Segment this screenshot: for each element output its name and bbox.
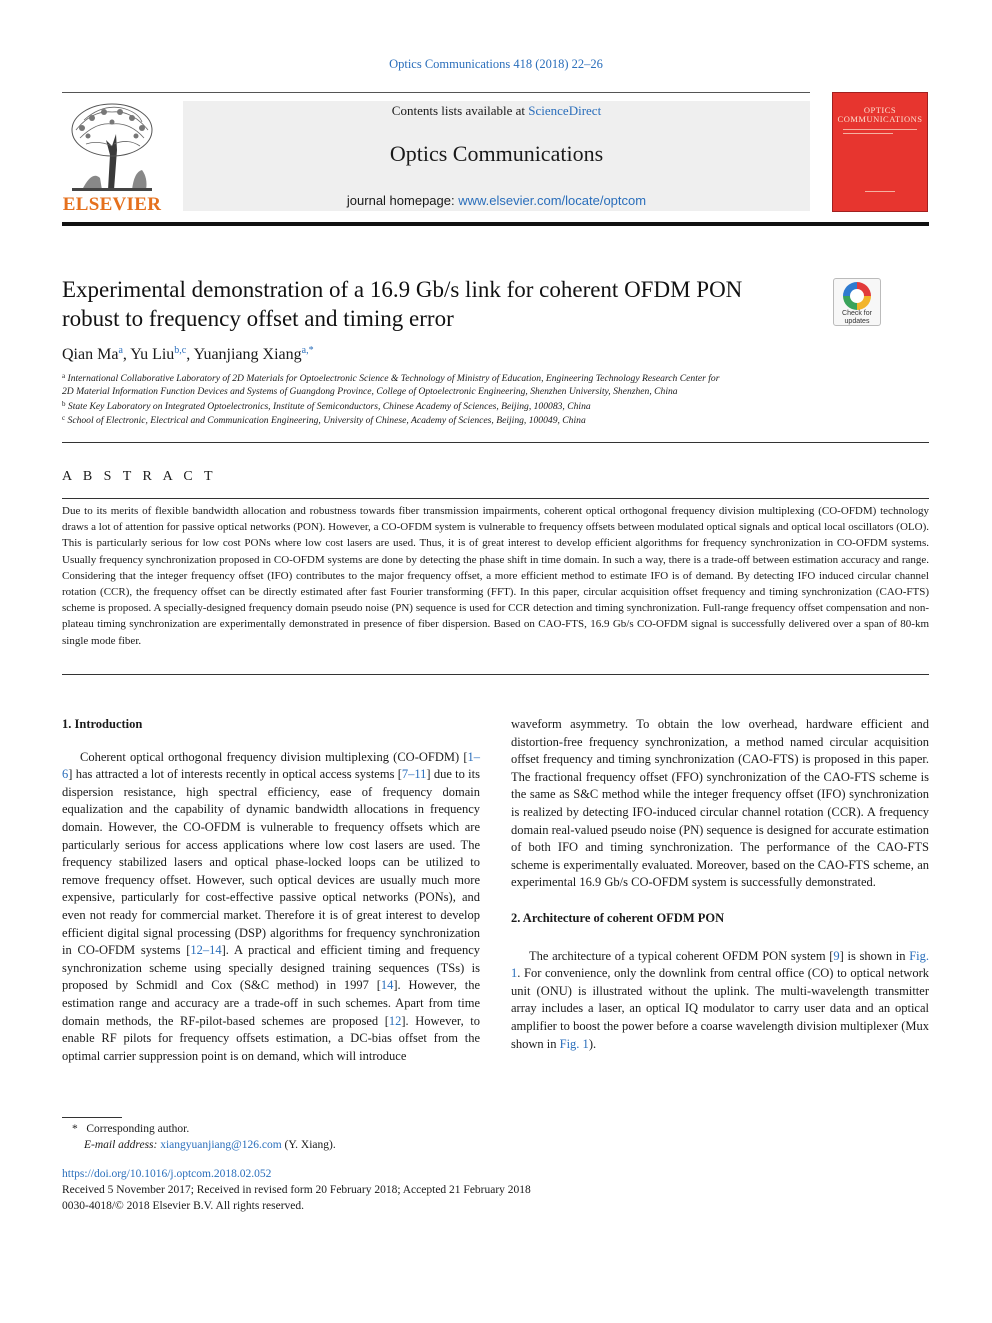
cover-title bbox=[833, 106, 927, 124]
affiliation: $^c$ School of Electronic, Electrical and Communication Engineering, University of Chinese, Academy of Sciences, Beijing, 100049, China bbox=[62, 414, 586, 426]
abstract-bottom-rule bbox=[62, 674, 929, 675]
received-dates: Received 5 November 2017; Received in revised form 20 February 2018; Accepted 21 February 2018 bbox=[62, 1184, 531, 1196]
cover-rule bbox=[865, 191, 895, 192]
journal-cover-thumbnail[interactable] bbox=[832, 92, 928, 212]
body-column-right bbox=[511, 716, 929, 1053]
article-title: Experimental demonstration of a 16.9 Gb/s link for coherent OFDM PON robust to frequency offset and timing error bbox=[62, 277, 743, 331]
abstract-heading: A B S T R A C T bbox=[62, 469, 217, 484]
section-heading-architecture: 2. Architecture of coherent OFDM PON bbox=[511, 910, 725, 925]
reference-link[interactable]: 14 bbox=[380, 978, 394, 993]
homepage-line bbox=[183, 193, 810, 208]
author-name[interactable]: Yuanjiang Xiang bbox=[193, 346, 302, 363]
cover-title-line-2: COMMUNICATIONS bbox=[837, 114, 923, 124]
reference-link[interactable]: 9 bbox=[833, 948, 840, 963]
author-list: Qian Ma$^a$, Yu Liu$^{b,c}$, Yuanjiang Xiang$^{a,*}$ bbox=[62, 345, 314, 363]
figure-link[interactable]: Fig. 1 bbox=[511, 948, 930, 981]
section-divider bbox=[62, 442, 929, 443]
copyright: 0030-4018/© 2018 Elsevier B.V. All rights reserved. bbox=[62, 1200, 305, 1212]
contents-line bbox=[183, 103, 810, 119]
check-updates-label: Check for updates bbox=[842, 310, 872, 325]
elsevier-wordmark: ELSEVIER bbox=[62, 194, 162, 215]
reference-link[interactable]: 12 bbox=[388, 1013, 402, 1028]
cover-rule bbox=[843, 129, 917, 130]
doi-link[interactable]: https://doi.org/10.1016/j.optcom.2018.02.052 bbox=[62, 1168, 272, 1180]
reference-link[interactable]: 1–6 bbox=[62, 749, 480, 782]
email-note: E-mail address: xiangyuanjiang@126.com (Y. Xiang). bbox=[84, 1139, 336, 1151]
section-heading-introduction: 1. Introduction bbox=[62, 717, 143, 731]
sciencedirect-link[interactable]: ScienceDirect bbox=[528, 103, 602, 118]
email-link[interactable]: xiangyuanjiang@126.com bbox=[160, 1139, 282, 1151]
cover-rule bbox=[843, 133, 893, 134]
author-affiliation-marker[interactable]: a,* bbox=[301, 345, 314, 356]
paragraph: Coherent optical orthogonal frequency division multiplexing (CO-OFDM) [1–6] has attracted a lot of interests recently in optical access systems [7–11] due to its dispersion resistance, high spectral efficiency, ease of frequency domain equalization and the capability of dynamic bandwidth allocations in frequency domain. However, the CO-OFDM is vulnerable to frequency offsets which are particularly serious for access applications where low cost lasers are used. The frequency stabilized lasers and optical phase-locked loops can be utilized to remove frequency offset. However, such optical devices are usually much more expensive, particularly for cost-effective passive optical networks (PONs), and even not ready for commercial market. Therefore it is of great interest to develop efficient digital signal processing (DSP) algorithms for frequency synchronization in CO-OFDM systems [12–14]. A practical and efficient timing and frequency synchronization scheme using specially designed training sequences (TSs) is proposed by Schmidl and Cox (S&C method) in 1997 [14]. However, the estimation range and accuracy are a trade-off in such schemes. Apart from time domain methods, the RF-pilot-based schemes are proposed [12]. However, to enable RF pilots for frequency offsets estimation, a DC-bias offset from the optimal carrier suppression point is on demand, which will introduce bbox=[62, 749, 480, 1063]
journal-name: Optics Communications bbox=[389, 141, 604, 166]
affiliation: $^a$ International Collaborative Laboratory of 2D Materials for Optoelectronic Science & Technology of Ministry of Education, Engineering Technology Research Center for bbox=[62, 372, 720, 384]
header-top-rule bbox=[62, 92, 810, 93]
paragraph: The architecture of a typical coherent OFDM PON system [9] is shown in Fig. 1. For convenience, only the downlink from central office (CO) to optical network unit (ONU) is illustrated without the uplink. The multi-wavelength transmitter array includes a laser, an optical IQ modulator to carry user data and an optical amplifier to boost the power before a coarse wavelength division multiplexer (Mux shown in Fig. 1). bbox=[511, 948, 930, 1051]
tree-icon bbox=[62, 100, 162, 194]
affiliation: $^b$ State Key Laboratory on Integrated Optoelectronics, Institute of Semiconductors, Chinese Academy of Sciences, Beijing, 100083, China bbox=[62, 400, 591, 412]
check-updates-icon bbox=[843, 282, 871, 310]
figure-link[interactable]: Fig. 1 bbox=[559, 1036, 589, 1051]
author-affiliation-marker[interactable]: b,c bbox=[174, 345, 187, 356]
abstract-text: Due to its merits of flexible bandwidth allocation and robustness towards fiber transmission impairments, coherent optical orthogonal frequency division multiplexing (CO-OFDM) technology draws a lot of attention for passive optical networks (PON). However, a CO-OFDM system is vulnerable to frequency offsets between modulated optical signals and optical local oscillators (OLO). This is particularly serious for low cost PONs where low cost lasers are used. Thus, it is of great interest to develop efficient algorithms for frequency synchronization in CO-OFDM systems. Usually frequency synchronization proposed in CO-OFDM systems are done by detecting the phase shift in time domain. In such a way, there is a trade-off between estimation accuracy and range. Considering that the integer frequency offset (IFO) contributes to the major frequency offset, a more efficient method to estimate IFO is of demand. By detecting IFO induced circular channel rotation (CCR), the frequency offset can be directly estimated after fast Fourier transforming (FFT). In this paper, circular acquisition offset frequency and timing synchronization (CAO-FTS) scheme is proposed. A specially-designed frequency domain pseudo noise (PN) sequence is used for CCR detection and timing synchronization. Full-range frequency offset compensation and non-plateau timing synchronization are experimentally demonstrated in presence of fiber dispersion. Based on CAO-FTS, 16.9 Gb/s CO-OFDM signal is successfully delivered over a span of 80-km single mode fiber. bbox=[62, 505, 929, 647]
contents-prefix: Contents lists available at bbox=[391, 103, 529, 118]
reference-link[interactable]: 7–11 bbox=[401, 767, 427, 782]
homepage-link[interactable]: www.elsevier.com/locate/optcom bbox=[458, 193, 647, 208]
footnote-rule bbox=[62, 1117, 122, 1118]
header-bottom-rule bbox=[62, 222, 929, 226]
journal-citation[interactable] bbox=[0, 57, 992, 72]
author-name[interactable]: Yu Liu bbox=[130, 346, 175, 363]
homepage-prefix: journal homepage: bbox=[346, 193, 459, 208]
corresponding-author-note: * Corresponding author. bbox=[72, 1123, 190, 1135]
reference-link[interactable]: 12–14 bbox=[190, 943, 222, 958]
cover-title-line-1: OPTICS bbox=[863, 105, 897, 115]
doi[interactable] bbox=[62, 1168, 271, 1180]
paragraph: waveform asymmetry. To obtain the low overhead, hardware efficient and distortion-free frequency synchronization, a method named circular acquisition offset frequency and timing synchronization (CAO-FTS) is proposed in this paper. The fractional frequency offset (FFO) synchronization of the CAO-FTS scheme is the same as S&C method while the integer frequency offset (IFO) synchronization is realized by detecting IFO-induced circular channel rotation (CCR). A frequency domain real-valued pseudo noise (PN) sequence is designed for accurate estimation of both IFO and timing synchronization. The performance of the CAO-FTS scheme is experimentally evaluated. Moreover, based on the CAO-FTS scheme, an experimental 16.9 Gb/s CO-OFDM system is successfully demonstrated. bbox=[511, 717, 929, 890]
body-column-left bbox=[62, 716, 480, 1065]
abstract-top-rule bbox=[62, 498, 929, 499]
affiliation: 2D Material Information Function Devices and Systems of Guangdong Province, College of Optoelectronic Engineering, Shenzhen University, Shenzhen, China bbox=[62, 386, 678, 397]
citation-link[interactable]: Optics Communications 418 (2018) 22–26 bbox=[389, 57, 603, 71]
check-for-updates-badge[interactable] bbox=[833, 278, 881, 326]
author-affiliation-marker[interactable]: a bbox=[118, 345, 123, 356]
author-name[interactable]: Qian Ma bbox=[62, 346, 119, 363]
